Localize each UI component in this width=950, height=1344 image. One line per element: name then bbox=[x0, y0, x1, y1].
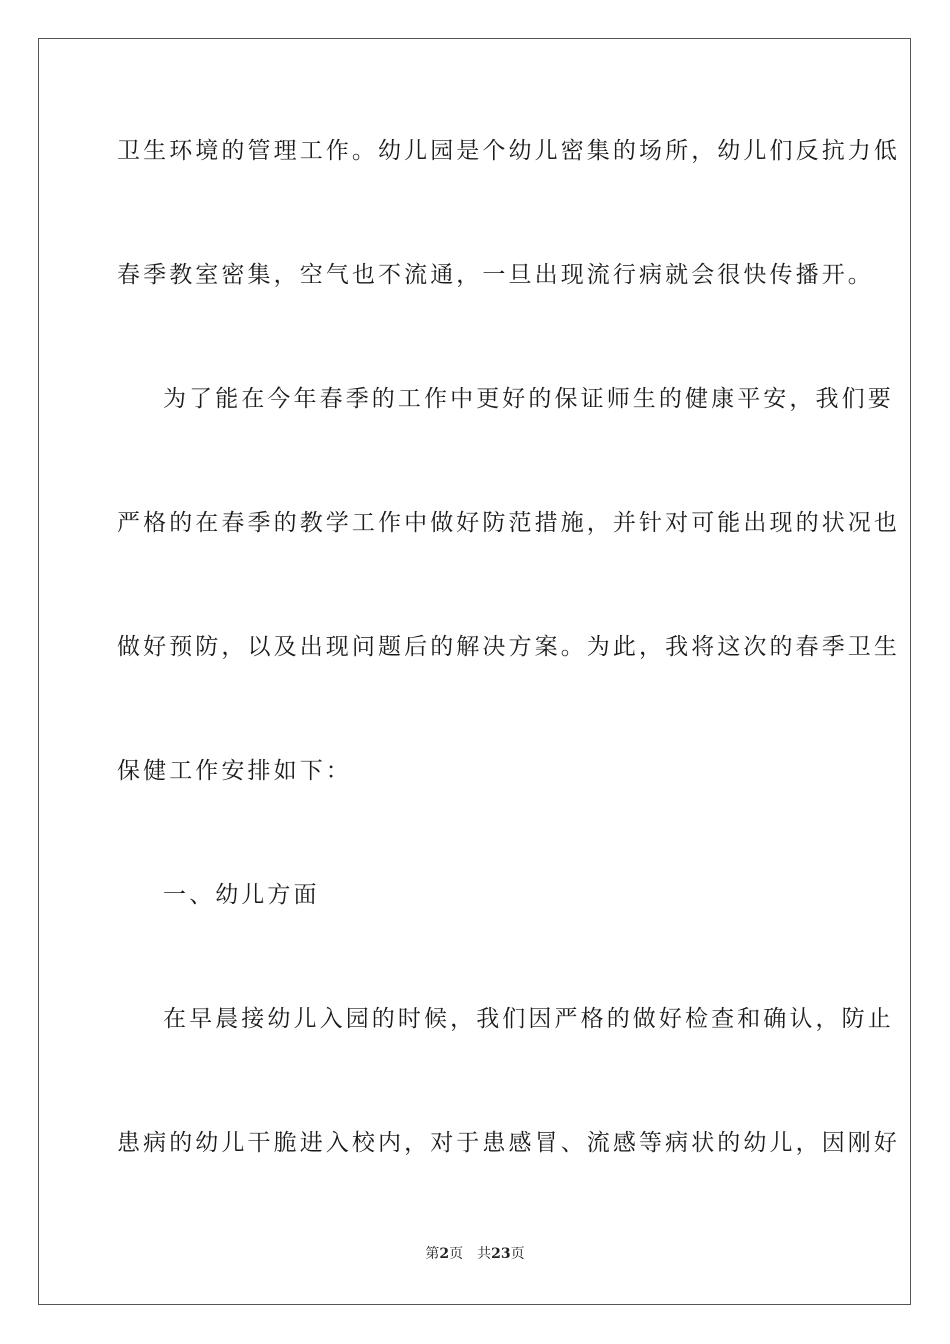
body-text-line-7: 在早晨接幼儿入园的时候，我们因严格的做好检查和确认，防止 bbox=[163, 1006, 894, 1032]
footer-page-number: 2 bbox=[439, 1246, 450, 1262]
body-text-line-2: 春季教室密集，空气也不流通，一旦出现流行病就会很快传播开。 bbox=[117, 262, 874, 288]
body-text-line-4: 严格的在春季的教学工作中做好防范措施，并针对可能出现的状况也 bbox=[117, 510, 900, 536]
footer-total-suffix: 页 bbox=[510, 1246, 525, 1262]
section-heading: 一、幼儿方面 bbox=[163, 882, 320, 908]
footer-total-pages: 23 bbox=[491, 1246, 511, 1262]
body-text-line-6: 保健工作安排如下： bbox=[117, 758, 352, 784]
body-text-line-1: 卫生环境的管理工作。幼儿园是个幼儿密集的场所，幼儿们反抗力低 bbox=[117, 138, 900, 164]
footer-total-prefix: 共 bbox=[477, 1246, 492, 1262]
body-text-line-3: 为了能在今年春季的工作中更好的保证师生的健康平安，我们要 bbox=[163, 386, 894, 412]
body-text-line-8: 患病的幼儿干脆进入校内，对于患感冒、流感等病状的幼儿，因刚好 bbox=[117, 1130, 900, 1156]
footer-page-suffix: 页 bbox=[449, 1246, 464, 1262]
page-footer bbox=[0, 1245, 950, 1263]
body-text-line-5: 做好预防，以及出现问题后的解决方案。为此，我将这次的春季卫生 bbox=[117, 634, 900, 660]
footer-page-prefix: 第 bbox=[425, 1246, 440, 1262]
page-border bbox=[38, 38, 911, 1305]
